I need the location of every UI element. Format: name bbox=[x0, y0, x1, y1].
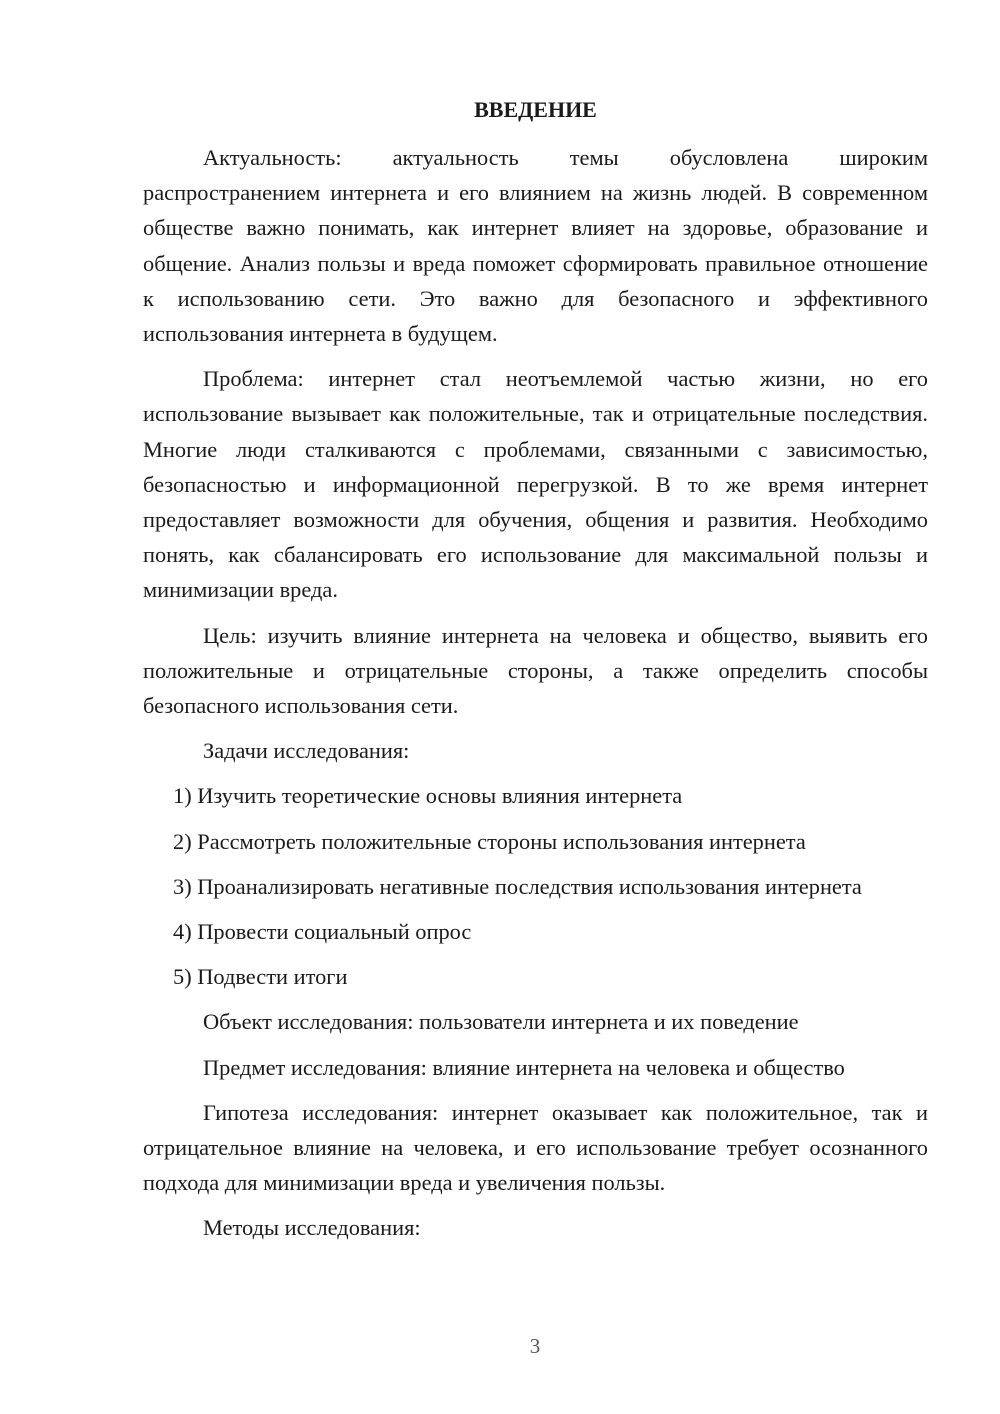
page-number: 3 bbox=[529, 1334, 541, 1358]
task-item-4: 4) Провести социальный опрос bbox=[173, 919, 472, 945]
document-page bbox=[143, 92, 928, 1246]
task-item-5: 5) Подвести итоги bbox=[173, 964, 348, 990]
task-item-2: 2) Рассмотреть положительные стороны использования интернета bbox=[173, 828, 806, 854]
paragraph-relevance: Актуальность: актуальность темы обусловлена широким распространением интернета и его влиянием на жизнь людей. В современном обществе важно понимать, как интернет влияет на здоровье, образование и общение. Анализ пользы и вреда поможет сформировать правильное отношение к использованию сети. Это важно для безопасного и эффективного использования интернета в будущем. bbox=[143, 145, 928, 347]
paragraph-hypothesis: Гипотеза исследования: интернет оказывает как положительное, так и отрицательное влияние на человека, и его использование требует осознанного подхода для минимизации вреда и увеличения пользы. bbox=[143, 1099, 928, 1196]
paragraph-goal: Цель: изучить влияние интернета на человека и общество, выявить его положительные и отрицательные стороны, а также определить способы безопасного использования сети. bbox=[143, 622, 928, 719]
methods-heading: Методы исследования: bbox=[203, 1215, 421, 1241]
paragraph-object: Объект исследования: пользователи интернета и их поведение bbox=[203, 1009, 799, 1035]
paragraph-problem: Проблема: интернет стал неотъемлемой частью жизни, но его использование вызывает как положительные, так и отрицательные последствия. Многие люди сталкиваются с проблемами, связанными с зависимостью, безопасностью и информационной перегрузкой. В то же время интернет предоставляет возможности для обучения, общения и развития. Необходимо понять, как сбалансировать его использование для максимальной пользы и минимизации вреда. bbox=[143, 366, 928, 603]
task-item-3: 3) Проанализировать негативные последствия использования интернета bbox=[173, 873, 862, 899]
paragraph-subject: Предмет исследования: влияние интернета на человека и общество bbox=[203, 1054, 845, 1080]
tasks-heading: Задачи исследования: bbox=[203, 738, 410, 764]
section-heading: ВВЕДЕНИЕ bbox=[474, 97, 597, 122]
task-item-1: 1) Изучить теоретические основы влияния интернета bbox=[173, 783, 683, 809]
